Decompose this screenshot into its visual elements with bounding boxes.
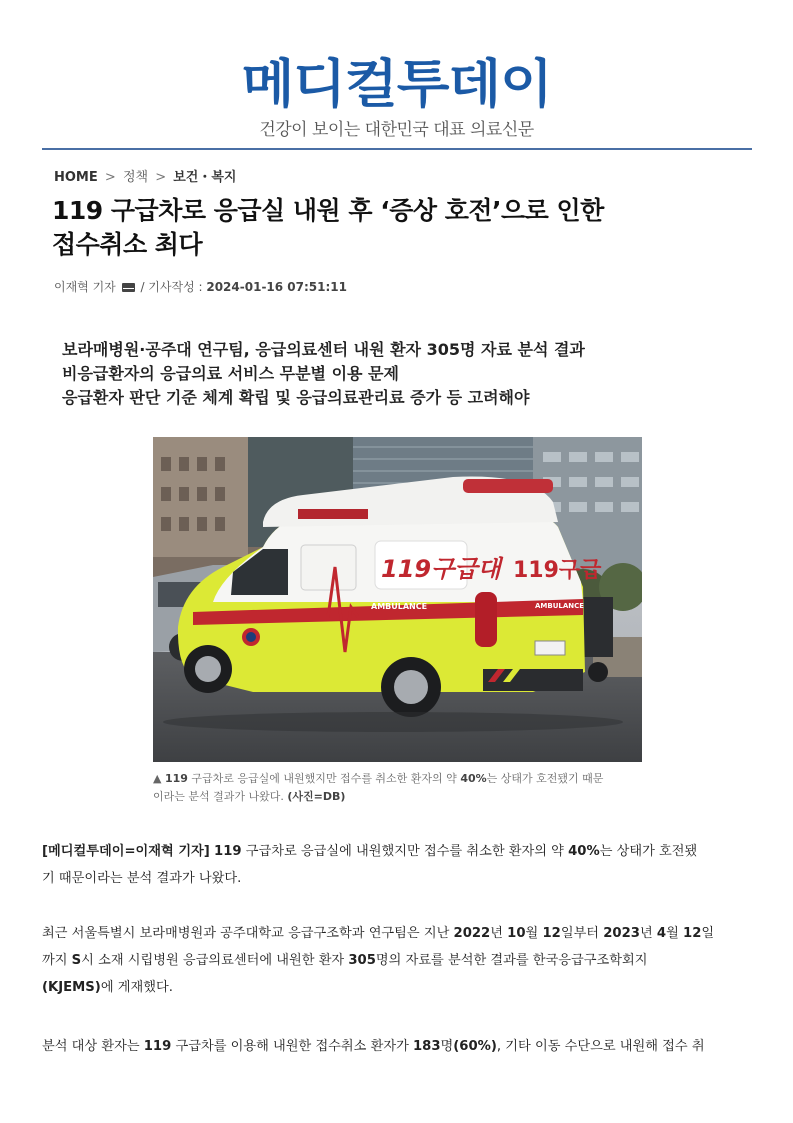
breadcrumb-home[interactable]: HOME bbox=[54, 170, 98, 185]
text-run: 월 bbox=[525, 926, 543, 941]
text-run: 년 bbox=[490, 926, 508, 941]
dateline: [메디컬투데이=이재혁 기자] bbox=[42, 844, 210, 859]
breadcrumb bbox=[54, 166, 236, 185]
text-run: , 기타 이동 수단으로 내원해 접수 취 bbox=[496, 1039, 705, 1054]
stripe-label-rear: AMBULANCE bbox=[535, 602, 585, 610]
text-run: 구급차로 응급실에 내원했지만 접수를 취소한 환자의 약 bbox=[241, 844, 569, 859]
text-run: (60%) bbox=[453, 1039, 497, 1054]
rear-119-logo: 119구급 bbox=[513, 558, 602, 583]
text-run: 명 bbox=[440, 1039, 454, 1054]
text-run: 305 bbox=[348, 953, 376, 968]
text-run: 최근 서울특별시 보라매병원과 공주대학교 응급구조학과 연구팀은 지난 bbox=[42, 926, 454, 941]
text-run: 는 상태가 호전됐 bbox=[599, 844, 698, 859]
caption-triangle-icon: ▲ bbox=[153, 772, 162, 785]
text-run: 까지 bbox=[42, 953, 72, 968]
text-run: 2022 bbox=[453, 926, 491, 941]
caption-part: 구급차로 응급실에 내원했지만 접수를 취소한 환자의 약 bbox=[187, 772, 461, 785]
stripe-label-side: AMBULANCE bbox=[371, 602, 428, 611]
article-paragraph-1 bbox=[42, 838, 754, 892]
envelope-icon[interactable] bbox=[122, 283, 135, 292]
caption-part: 40% bbox=[460, 772, 487, 785]
article-paragraph-3 bbox=[42, 1033, 754, 1060]
article-subheads bbox=[62, 338, 585, 410]
text-run: 4 bbox=[656, 926, 667, 941]
breadcrumb-section[interactable]: 정책 bbox=[122, 170, 149, 185]
text-run: 년 bbox=[639, 926, 657, 941]
text-run: 분석 대상 환자는 bbox=[42, 1039, 144, 1054]
publish-date: 2024-01-16 07:51:11 bbox=[206, 280, 347, 294]
photo-caption bbox=[153, 770, 653, 806]
text-run: 에 게재했다. bbox=[100, 980, 173, 995]
side-119-logo: 119구급대 bbox=[381, 555, 501, 583]
text-run: 183 bbox=[413, 1039, 441, 1054]
article-photo bbox=[153, 437, 642, 762]
breadcrumb-subsection[interactable]: 보건・복지 bbox=[173, 170, 237, 185]
breadcrumb-separator: > bbox=[155, 170, 167, 185]
caption-credit: (사진=DB) bbox=[287, 790, 346, 803]
text-run: 10 bbox=[507, 926, 526, 941]
text-run: 시 소재 시립병원 응급의료센터에 내원한 환자 bbox=[81, 953, 349, 968]
ambulance-illustration bbox=[153, 437, 642, 762]
text-run: 2023 bbox=[603, 926, 640, 941]
breadcrumb-separator: > bbox=[104, 170, 116, 185]
text-run: 월 bbox=[666, 926, 684, 941]
date-label: / 기사작성 : bbox=[140, 280, 203, 294]
text-run: 12 bbox=[683, 926, 702, 941]
article-byline bbox=[54, 278, 347, 295]
subhead-3: 응급환자 판단 기준 체계 확립 및 응급의료관리료 증가 등 고려해야 bbox=[62, 388, 530, 407]
text-run: 구급차를 이용해 내원한 접수취소 환자가 bbox=[171, 1039, 413, 1054]
header-divider bbox=[42, 148, 752, 150]
masthead bbox=[0, 55, 793, 140]
headline-line-2: 접수취소 최다 bbox=[52, 230, 203, 259]
text-run: S bbox=[71, 953, 82, 968]
reporter-name[interactable]: 이재혁 기자 bbox=[54, 280, 116, 294]
text-run: 12 bbox=[542, 926, 561, 941]
article-paragraph-2 bbox=[42, 920, 754, 1001]
text-run: 명의 자료를 분석한 결과를 한국응급구조학회지 bbox=[375, 953, 648, 968]
text-run: 일부터 bbox=[560, 926, 604, 941]
article-headline bbox=[52, 194, 692, 262]
site-slogan: 건강이 보이는 대한민국 대표 의료신문 bbox=[259, 120, 534, 140]
headline-line-1: 119 구급차로 응급실 내원 후 ‘증상 호전’으로 인한 bbox=[52, 196, 604, 225]
subhead-1: 보라매병원·공주대 연구팀, 응급의료센터 내원 환자 305명 자료 분석 결과 bbox=[62, 340, 585, 359]
text-run: 기 때문이라는 분석 결과가 나왔다. bbox=[42, 871, 242, 886]
subhead-2: 비응급환자의 응급의료 서비스 무분별 이용 문제 bbox=[62, 364, 399, 383]
text-run: 119 bbox=[143, 1039, 172, 1054]
text-run: 40% bbox=[568, 844, 600, 859]
text-run: 일 bbox=[701, 926, 715, 941]
caption-part: 는 상태가 호전됐기 때문 bbox=[486, 772, 604, 785]
caption-part: 이라는 분석 결과가 나왔다. bbox=[153, 790, 288, 803]
caption-part: 119 bbox=[164, 772, 188, 785]
text-run: 119 bbox=[214, 844, 242, 859]
text-run: (KJEMS) bbox=[42, 980, 101, 995]
site-logo[interactable]: 메디컬투데이 bbox=[241, 55, 552, 115]
